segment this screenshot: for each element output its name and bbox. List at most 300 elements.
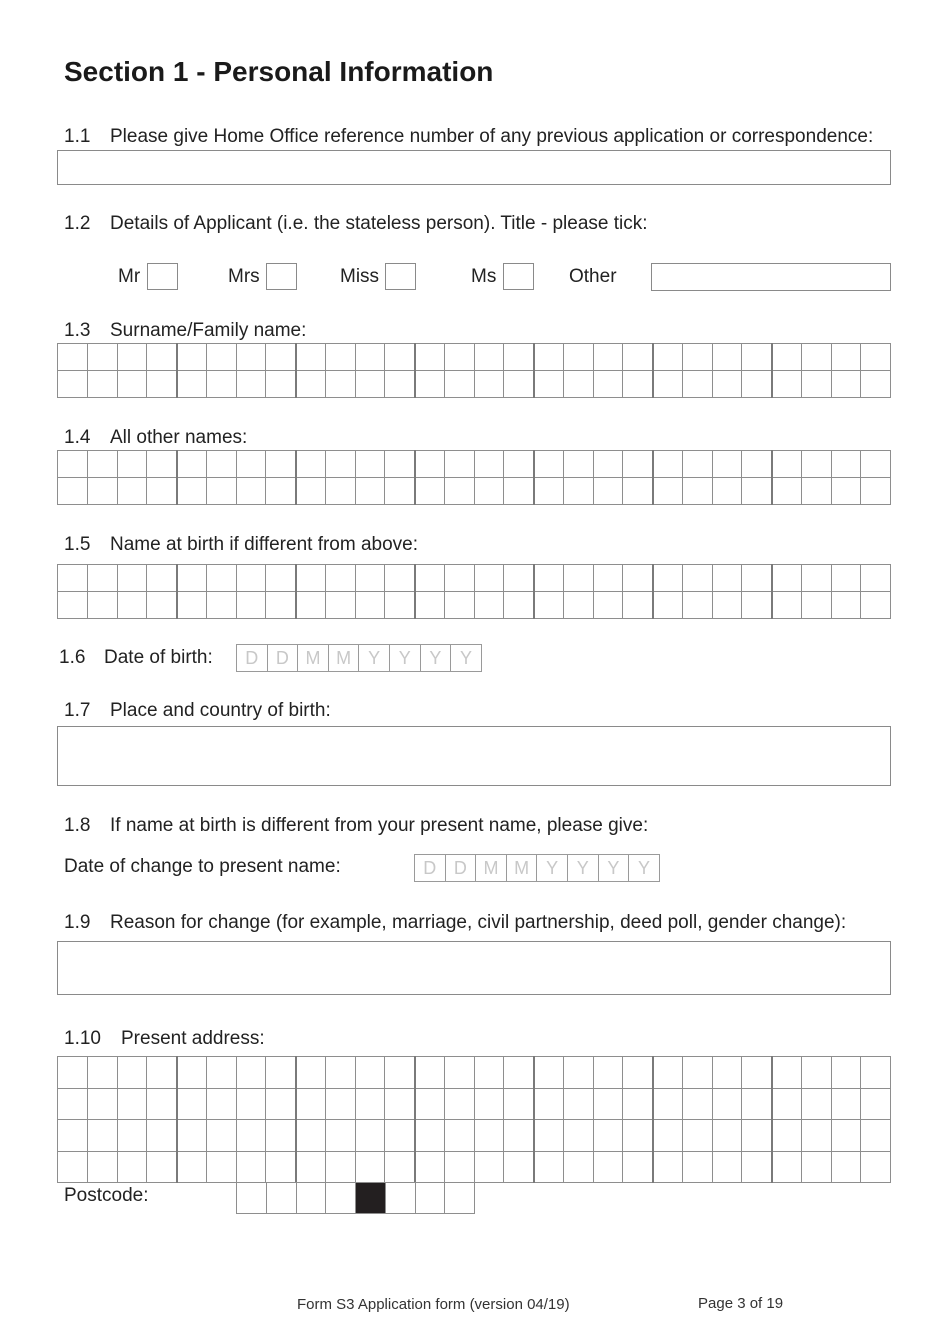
char-cell[interactable] [831,478,861,505]
char-cell[interactable] [623,1057,653,1089]
char-cell[interactable] [385,1151,415,1183]
char-cell[interactable] [474,1088,504,1120]
char-cell[interactable] [296,1088,326,1120]
char-cell[interactable] [861,371,891,398]
char-cell[interactable] [653,478,683,505]
title-miss-checkbox[interactable] [385,263,416,290]
date-cell[interactable]: Y [567,855,598,882]
char-cell[interactable] [534,1151,564,1183]
char-cell[interactable] [385,1057,415,1089]
char-cell[interactable] [682,1057,712,1089]
char-cell[interactable] [593,451,623,478]
char-cell[interactable] [861,1088,891,1120]
char-cell[interactable] [58,565,88,592]
char-cell[interactable] [861,478,891,505]
char-cell[interactable] [801,344,831,371]
date-cell[interactable]: Y [537,855,568,882]
char-cell[interactable] [474,1057,504,1089]
char-cell[interactable] [831,1120,861,1152]
char-cell[interactable] [682,451,712,478]
char-cell[interactable] [534,592,564,619]
char-cell[interactable] [831,1151,861,1183]
char-cell[interactable] [444,1120,474,1152]
char-cell[interactable] [236,344,266,371]
char-cell[interactable] [266,1120,296,1152]
char-cell[interactable] [415,451,445,478]
char-cell[interactable] [266,1151,296,1183]
place-of-birth-input[interactable] [57,726,891,786]
char-cell[interactable] [296,1120,326,1152]
date-cell[interactable]: M [298,645,329,672]
char-cell[interactable] [147,1088,177,1120]
char-cell[interactable] [355,565,385,592]
char-cell[interactable] [474,478,504,505]
char-cell[interactable] [534,371,564,398]
char-cell[interactable] [504,565,534,592]
char-cell[interactable] [563,478,593,505]
char-cell[interactable] [296,592,326,619]
char-cell[interactable] [236,565,266,592]
char-cell[interactable] [772,371,802,398]
char-cell[interactable] [712,565,742,592]
char-cell[interactable] [682,1088,712,1120]
char-cell[interactable] [623,1151,653,1183]
char-cell[interactable] [266,1088,296,1120]
char-cell[interactable] [266,478,296,505]
char-cell[interactable] [444,1088,474,1120]
char-cell[interactable] [177,344,207,371]
char-cell[interactable] [266,592,296,619]
date-cell[interactable]: Y [629,855,660,882]
reference-number-input[interactable] [57,150,891,185]
char-cell[interactable] [474,451,504,478]
char-cell[interactable] [742,478,772,505]
date-cell[interactable]: M [476,855,507,882]
char-cell[interactable] [325,592,355,619]
char-cell[interactable] [504,1088,534,1120]
char-cell[interactable] [712,1151,742,1183]
char-cell[interactable] [504,1057,534,1089]
char-cell[interactable] [355,1088,385,1120]
char-cell[interactable] [296,1183,326,1214]
char-cell[interactable] [742,451,772,478]
char-cell[interactable] [206,451,236,478]
date-cell[interactable]: D [415,855,446,882]
char-cell[interactable] [563,565,593,592]
char-cell[interactable] [593,344,623,371]
char-cell[interactable] [534,344,564,371]
char-cell[interactable] [117,478,147,505]
char-cell[interactable] [355,371,385,398]
char-cell[interactable] [355,344,385,371]
char-cell[interactable] [236,451,266,478]
char-cell[interactable] [117,592,147,619]
char-cell[interactable] [325,1088,355,1120]
char-cell[interactable] [385,451,415,478]
char-cell[interactable] [177,565,207,592]
char-cell[interactable] [206,1151,236,1183]
char-cell[interactable] [236,478,266,505]
char-cell[interactable] [504,371,534,398]
char-cell[interactable] [147,478,177,505]
char-cell[interactable] [147,1120,177,1152]
reason-for-change-input[interactable] [57,941,891,995]
char-cell[interactable] [801,451,831,478]
char-cell[interactable] [415,1151,445,1183]
char-cell[interactable] [563,1120,593,1152]
char-cell[interactable] [266,344,296,371]
char-cell[interactable] [237,1183,267,1214]
char-cell[interactable] [474,1120,504,1152]
char-cell[interactable] [593,1057,623,1089]
char-cell[interactable] [296,1057,326,1089]
char-cell[interactable] [831,592,861,619]
char-cell[interactable] [117,1057,147,1089]
char-cell[interactable] [712,1120,742,1152]
char-cell[interactable] [742,565,772,592]
char-cell[interactable] [385,344,415,371]
title-other-input[interactable] [651,263,891,291]
char-cell[interactable] [772,1088,802,1120]
char-cell[interactable] [504,451,534,478]
char-cell[interactable] [444,371,474,398]
char-cell[interactable] [87,1120,117,1152]
char-cell[interactable] [801,371,831,398]
char-cell[interactable] [801,1057,831,1089]
char-cell[interactable] [831,565,861,592]
char-cell[interactable] [206,478,236,505]
char-cell[interactable] [712,592,742,619]
char-cell[interactable] [474,344,504,371]
char-cell[interactable] [58,344,88,371]
char-cell[interactable] [177,371,207,398]
char-cell[interactable] [801,1120,831,1152]
char-cell[interactable] [623,1088,653,1120]
date-cell[interactable]: D [237,645,268,672]
char-cell[interactable] [742,592,772,619]
date-cell[interactable]: Y [451,645,482,672]
char-cell[interactable] [682,371,712,398]
char-cell[interactable] [296,565,326,592]
char-cell[interactable] [415,1088,445,1120]
char-cell[interactable] [682,1151,712,1183]
char-cell[interactable] [444,592,474,619]
char-cell[interactable] [712,1088,742,1120]
char-cell[interactable] [177,592,207,619]
postcode-char-grid[interactable] [236,1182,475,1214]
char-cell[interactable] [356,1183,386,1214]
char-cell[interactable] [831,1057,861,1089]
char-cell[interactable] [206,1088,236,1120]
char-cell[interactable] [385,592,415,619]
char-cell[interactable] [58,371,88,398]
char-cell[interactable] [147,344,177,371]
char-cell[interactable] [861,592,891,619]
char-cell[interactable] [415,478,445,505]
char-cell[interactable] [58,1057,88,1089]
birth-name-char-grid[interactable] [57,564,891,619]
char-cell[interactable] [831,344,861,371]
char-cell[interactable] [593,592,623,619]
char-cell[interactable] [742,1057,772,1089]
char-cell[interactable] [474,1151,504,1183]
char-cell[interactable] [87,592,117,619]
char-cell[interactable] [831,451,861,478]
char-cell[interactable] [742,344,772,371]
char-cell[interactable] [801,1088,831,1120]
char-cell[interactable] [415,344,445,371]
char-cell[interactable] [623,478,653,505]
char-cell[interactable] [385,565,415,592]
char-cell[interactable] [772,1120,802,1152]
char-cell[interactable] [325,478,355,505]
char-cell[interactable] [206,344,236,371]
char-cell[interactable] [87,1057,117,1089]
char-cell[interactable] [355,1057,385,1089]
char-cell[interactable] [861,1151,891,1183]
char-cell[interactable] [147,451,177,478]
char-cell[interactable] [534,451,564,478]
char-cell[interactable] [623,371,653,398]
char-cell[interactable] [87,451,117,478]
char-cell[interactable] [563,592,593,619]
char-cell[interactable] [355,478,385,505]
char-cell[interactable] [206,1057,236,1089]
char-cell[interactable] [742,1120,772,1152]
char-cell[interactable] [355,1120,385,1152]
char-cell[interactable] [653,1088,683,1120]
char-cell[interactable] [861,344,891,371]
date-cell[interactable]: Y [389,645,420,672]
char-cell[interactable] [326,1183,356,1214]
char-cell[interactable] [236,371,266,398]
char-cell[interactable] [325,344,355,371]
char-cell[interactable] [355,1151,385,1183]
char-cell[interactable] [87,1151,117,1183]
char-cell[interactable] [266,1183,296,1214]
char-cell[interactable] [236,1088,266,1120]
address-char-grid[interactable] [57,1056,891,1183]
char-cell[interactable] [236,1151,266,1183]
char-cell[interactable] [772,565,802,592]
title-mrs-checkbox[interactable] [266,263,297,290]
char-cell[interactable] [355,592,385,619]
char-cell[interactable] [87,478,117,505]
char-cell[interactable] [147,592,177,619]
char-cell[interactable] [474,371,504,398]
char-cell[interactable] [831,371,861,398]
char-cell[interactable] [206,565,236,592]
char-cell[interactable] [653,451,683,478]
char-cell[interactable] [534,565,564,592]
char-cell[interactable] [117,371,147,398]
char-cell[interactable] [504,344,534,371]
char-cell[interactable] [474,592,504,619]
char-cell[interactable] [504,1120,534,1152]
char-cell[interactable] [444,1057,474,1089]
char-cell[interactable] [772,478,802,505]
char-cell[interactable] [87,565,117,592]
char-cell[interactable] [682,344,712,371]
char-cell[interactable] [266,371,296,398]
char-cell[interactable] [236,1057,266,1089]
char-cell[interactable] [177,478,207,505]
char-cell[interactable] [58,451,88,478]
char-cell[interactable] [325,1151,355,1183]
char-cell[interactable] [385,1183,415,1214]
char-cell[interactable] [206,1120,236,1152]
char-cell[interactable] [563,1151,593,1183]
char-cell[interactable] [325,565,355,592]
char-cell[interactable] [504,592,534,619]
char-cell[interactable] [117,344,147,371]
date-cell[interactable]: Y [420,645,451,672]
char-cell[interactable] [653,1120,683,1152]
char-cell[interactable] [653,344,683,371]
char-cell[interactable] [742,1151,772,1183]
char-cell[interactable] [563,1088,593,1120]
char-cell[interactable] [534,1120,564,1152]
char-cell[interactable] [653,371,683,398]
char-cell[interactable] [712,478,742,505]
char-cell[interactable] [682,1120,712,1152]
date-cell[interactable]: M [506,855,537,882]
char-cell[interactable] [236,592,266,619]
char-cell[interactable] [415,1057,445,1089]
char-cell[interactable] [682,592,712,619]
char-cell[interactable] [355,451,385,478]
char-cell[interactable] [682,565,712,592]
char-cell[interactable] [87,1088,117,1120]
char-cell[interactable] [325,1057,355,1089]
char-cell[interactable] [593,371,623,398]
char-cell[interactable] [712,1057,742,1089]
char-cell[interactable] [236,1120,266,1152]
char-cell[interactable] [742,1088,772,1120]
char-cell[interactable] [772,1151,802,1183]
date-of-birth-input[interactable] [236,644,482,672]
char-cell[interactable] [117,1088,147,1120]
char-cell[interactable] [296,1151,326,1183]
char-cell[interactable] [117,1151,147,1183]
char-cell[interactable] [266,451,296,478]
char-cell[interactable] [444,1151,474,1183]
char-cell[interactable] [801,478,831,505]
char-cell[interactable] [87,344,117,371]
char-cell[interactable] [266,1057,296,1089]
char-cell[interactable] [296,344,326,371]
char-cell[interactable] [861,1057,891,1089]
title-ms-checkbox[interactable] [503,263,534,290]
char-cell[interactable] [444,451,474,478]
char-cell[interactable] [504,478,534,505]
char-cell[interactable] [712,344,742,371]
char-cell[interactable] [415,565,445,592]
char-cell[interactable] [325,371,355,398]
char-cell[interactable] [623,565,653,592]
other-names-char-grid[interactable] [57,450,891,505]
char-cell[interactable] [593,1151,623,1183]
date-cell[interactable]: Y [598,855,629,882]
char-cell[interactable] [742,371,772,398]
char-cell[interactable] [623,1120,653,1152]
char-cell[interactable] [415,1183,445,1214]
char-cell[interactable] [563,344,593,371]
char-cell[interactable] [831,1088,861,1120]
char-cell[interactable] [444,565,474,592]
char-cell[interactable] [58,1088,88,1120]
char-cell[interactable] [147,371,177,398]
char-cell[interactable] [415,1120,445,1152]
char-cell[interactable] [58,478,88,505]
char-cell[interactable] [623,451,653,478]
char-cell[interactable] [712,451,742,478]
char-cell[interactable] [563,371,593,398]
char-cell[interactable] [117,1120,147,1152]
char-cell[interactable] [534,1088,564,1120]
char-cell[interactable] [861,451,891,478]
char-cell[interactable] [534,1057,564,1089]
char-cell[interactable] [534,478,564,505]
char-cell[interactable] [474,565,504,592]
char-cell[interactable] [385,1120,415,1152]
char-cell[interactable] [444,344,474,371]
char-cell[interactable] [296,478,326,505]
char-cell[interactable] [772,344,802,371]
title-mr-checkbox[interactable] [147,263,178,290]
char-cell[interactable] [801,565,831,592]
char-cell[interactable] [563,1057,593,1089]
char-cell[interactable] [177,1120,207,1152]
char-cell[interactable] [801,1151,831,1183]
char-cell[interactable] [177,1151,207,1183]
char-cell[interactable] [385,478,415,505]
char-cell[interactable] [385,371,415,398]
char-cell[interactable] [682,478,712,505]
char-cell[interactable] [653,1151,683,1183]
char-cell[interactable] [593,1088,623,1120]
char-cell[interactable] [177,451,207,478]
char-cell[interactable] [563,451,593,478]
char-cell[interactable] [444,478,474,505]
char-cell[interactable] [385,1088,415,1120]
char-cell[interactable] [623,592,653,619]
char-cell[interactable] [266,565,296,592]
char-cell[interactable] [593,478,623,505]
surname-char-grid[interactable] [57,343,891,398]
char-cell[interactable] [325,451,355,478]
char-cell[interactable] [296,371,326,398]
char-cell[interactable] [772,592,802,619]
date-cell[interactable]: D [445,855,476,882]
char-cell[interactable] [147,1057,177,1089]
char-cell[interactable] [177,1088,207,1120]
char-cell[interactable] [296,451,326,478]
char-cell[interactable] [712,371,742,398]
date-of-change-input[interactable] [414,854,660,882]
char-cell[interactable] [504,1151,534,1183]
char-cell[interactable] [593,565,623,592]
date-cell[interactable]: D [267,645,298,672]
char-cell[interactable] [861,565,891,592]
char-cell[interactable] [147,565,177,592]
char-cell[interactable] [117,565,147,592]
char-cell[interactable] [58,592,88,619]
char-cell[interactable] [801,592,831,619]
char-cell[interactable] [206,371,236,398]
char-cell[interactable] [593,1120,623,1152]
char-cell[interactable] [325,1120,355,1152]
